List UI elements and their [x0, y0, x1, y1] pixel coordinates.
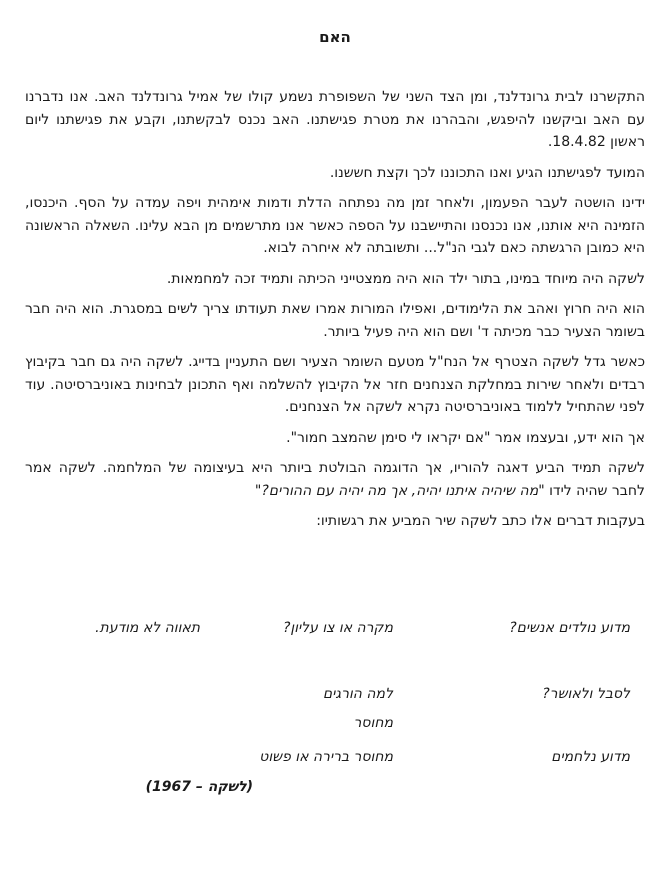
poem-row-4: [25, 746, 645, 768]
paragraph-8-inline-quote: מה שיהיה איתנו יהיה, אך מה יהיה עם ההורים?: [261, 482, 539, 499]
poem-line: מחוסר: [353, 715, 393, 731]
paragraph-6: כאשר גדל לשקה הצטרף אל הנח"ל מטעם השומר הצעיר ושם התעניין בדייג. לשקה היה גם חבר בקיבוץ רבדים ולאחר שירות במחלקת הצנחנים חזר אל הקיבוץ להשלמה ואף התכונן לבחינות באוניברסיטה. עוד לפני שהתחיל ללמוד באוניברסיטה נקרא לשקה אל הצנחנים.: [25, 354, 645, 415]
poem-signature: (לשקה – 1967): [145, 779, 253, 795]
poem-block: [25, 617, 645, 795]
paragraph-8: [25, 457, 645, 502]
paragraph-9: בעקבות דברים אלו כתב לשקה שיר המביע את רגשותיו:: [316, 513, 645, 529]
paragraph-7: אך הוא ידע, ובעצמו אמר "אם יקראו לי סימן שהמצב חמור".: [286, 429, 645, 446]
paragraph-2: המועד לפגישתנו הגיע ואנו התכוננו לכך וקצת חששנו.: [329, 164, 645, 181]
paragraph-3: ידינו הושטה לעבר הפעמון, ולאחר זמן מה נפתחה הדלת ודמות אימהית ויפה עמדה על הסף. היכנסו, הזמינה היא אותנו, אנו נכנסנו והתיישבנו על הספה כאשר אנו מתרשמים מן הבא עלינו. השאלה הראשונה היא כמובן הרגשתה כאם לגבי הנ"ל... ותשובתה לא איחרה לבוא.: [25, 195, 645, 256]
poem-line: מדוע נלחמים: [551, 749, 630, 765]
paragraph-8-closing-quote: ": [254, 482, 262, 499]
paragraph-5: הוא היה חרוץ ואהב את הלימודים, ואפילו המורות אמרו שאת תעודתו צריך לשים במסגרת. הוא היה חבר בשומר הצעיר כבר מכיתה ד' ושם הוא היה פעיל ביותר.: [25, 301, 645, 340]
poem-line: מחוסר ברירה או פשוט: [259, 749, 393, 765]
poem-line: למה הורגים: [322, 686, 393, 702]
poem-row-2: [25, 683, 645, 705]
poem-row-1: [25, 617, 645, 639]
poem-row-3: [25, 712, 645, 734]
poem-line: תאווה לא מודעת.: [95, 620, 200, 636]
paragraph-8-text: לשקה תמיד הביע דאגה להוריו, אך הדוגמה הבולטת ביותר היא בעיצומה של המלחמה. לשקה אמר לחבר שהיה לידו ": [25, 460, 645, 499]
poem-line: מדוע נולדים אנשים?: [509, 620, 630, 636]
poem-line: מקרה או צו עליון?: [282, 620, 393, 636]
paragraph-1: התקשרנו לבית גרונדלנד, ומן הצד השני של השפופרת נשמע קולו של אמיל גרונדלנד האב. אנו נדברנו עם האב וביקשנו להיפגש, והבהרנו את מטרת פגישתנו. האב נכנס לבקשתנו, וקבע את פגישתנו ליום ראשון 18.4.82.: [25, 89, 645, 150]
poem-line: לסבל ולאושר?: [542, 686, 630, 702]
document-title: האם: [319, 28, 351, 46]
paragraph-4: לשקה היה מיוחד במינו, בתור ילד הוא היה ממצטייני הכיתה ותמיד זכה למחמאות.: [166, 270, 645, 287]
